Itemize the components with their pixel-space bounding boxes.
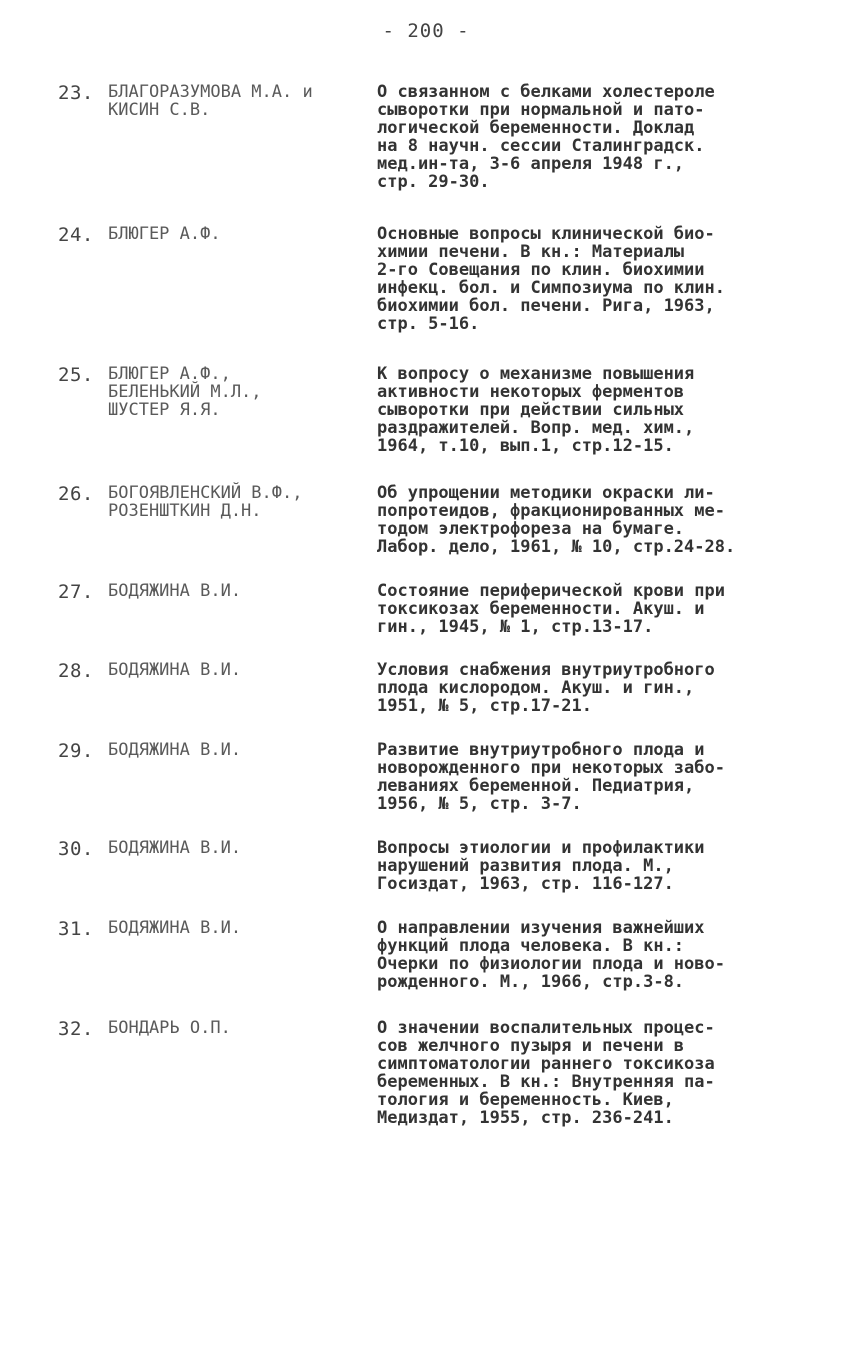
entry-number: 29.: [58, 740, 94, 762]
author-line: ШУСТЕР Я.Я.: [108, 400, 221, 420]
citation-line: попротеидов, фракционированных ме-: [377, 501, 725, 521]
citation-line: О направлении изучения важнейших: [377, 918, 705, 938]
citation-line: логической беременности. Доклад: [377, 118, 695, 138]
citation-line: рожденного. М., 1966, стр.3-8.: [377, 972, 685, 992]
entry-number: 27.: [58, 581, 94, 603]
entry-authors: [108, 661, 370, 679]
entry-citation: [377, 83, 807, 191]
citation-line: беременных. В кн.: Внутренняя па-: [377, 1072, 715, 1092]
citation-line: О связанном с белками холестероле: [377, 82, 715, 102]
citation-line: симптоматологии раннего токсикоза: [377, 1054, 715, 1074]
citation-line: раздражителей. Вопр. мед. хим.,: [377, 418, 695, 438]
citation-line: стр. 5-16.: [377, 314, 480, 334]
entry-authors: [108, 582, 370, 600]
citation-line: К вопросу о механизме повышения: [377, 364, 695, 384]
citation-line: гин., 1945, № 1, стр.13-17.: [377, 617, 654, 637]
citation-line: биохимии бол. печени. Рига, 1963,: [377, 296, 715, 316]
author-line: БОДЯЖИНА В.И.: [108, 581, 242, 601]
citation-line: мед.ин-та, 3-6 апреля 1948 г.,: [377, 154, 685, 174]
citation-line: Медиздат, 1955, стр. 236-241.: [377, 1108, 674, 1128]
author-line: БОНДАРЬ О.П.: [108, 1018, 231, 1038]
citation-line: Состояние периферической крови при: [377, 581, 725, 601]
citation-line: 1964, т.10, вып.1, стр.12-15.: [377, 436, 674, 456]
citation-line: Условия снабжения внутриутробного: [377, 660, 715, 680]
entry-citation: [377, 582, 807, 636]
citation-line: О значении воспалительных процес-: [377, 1018, 715, 1038]
page-number: - 200 -: [382, 20, 470, 42]
citation-line: Очерки по физиологии плода и ново-: [377, 954, 725, 974]
entry-number: 24.: [58, 224, 94, 246]
author-line: БЛЮГЕР А.Ф.: [108, 224, 221, 244]
citation-line: токсикозах беременности. Акуш. и: [377, 599, 705, 619]
citation-line: тодом электрофореза на бумаге.: [377, 519, 685, 539]
citation-line: сов желчного пузыря и печени в: [377, 1036, 685, 1056]
entry-citation: [377, 225, 807, 333]
author-line: БОДЯЖИНА В.И.: [108, 740, 242, 760]
author-line: БОДЯЖИНА В.И.: [108, 838, 242, 858]
citation-line: сыворотки при действии сильных: [377, 400, 685, 420]
citation-line: на 8 научн. сессии Сталинградск.: [377, 136, 705, 156]
citation-line: леваниях беременной. Педиатрия,: [377, 776, 695, 796]
author-line: БОДЯЖИНА В.И.: [108, 918, 242, 938]
entry-number: 32.: [58, 1018, 94, 1040]
entry-authors: [108, 1019, 370, 1037]
entry-citation: [377, 741, 807, 813]
citation-line: функций плода человека. В кн.:: [377, 936, 685, 956]
entry-citation: [377, 919, 807, 991]
citation-line: Об упрощении методики окраски ли-: [377, 483, 715, 503]
citation-line: нарушений развития плода. М.,: [377, 856, 674, 876]
citation-line: 1951, № 5, стр.17-21.: [377, 696, 592, 716]
citation-line: Развитие внутриутробного плода и: [377, 740, 705, 760]
entry-number: 30.: [58, 838, 94, 860]
author-line: КИСИН С.В.: [108, 100, 211, 120]
entry-citation: [377, 1019, 807, 1127]
author-line: БЛАГОРАЗУМОВА М.А. и: [108, 82, 313, 102]
citation-line: тология и беременность. Киев,: [377, 1090, 674, 1110]
citation-line: Вопросы этиологии и профилактики: [377, 838, 705, 858]
citation-line: инфекц. бол. и Симпозиума по клин.: [377, 278, 725, 298]
citation-line: 2-го Совещания по клин. биохимии: [377, 260, 705, 280]
author-line: БОГОЯВЛЕНСКИЙ В.Ф.,: [108, 483, 303, 503]
entry-authors: [108, 225, 370, 243]
entry-authors: [108, 484, 370, 520]
entry-authors: [108, 741, 370, 759]
entry-authors: [108, 83, 370, 119]
entry-number: 23.: [58, 82, 94, 104]
citation-line: новорожденного при некоторых забо-: [377, 758, 725, 778]
entry-citation: [377, 484, 807, 556]
entry-citation: [377, 365, 807, 455]
entry-authors: [108, 839, 370, 857]
citation-line: Лабор. дело, 1961, № 10, стр.24-28.: [377, 537, 736, 557]
entry-number: 31.: [58, 918, 94, 940]
citation-line: Госиздат, 1963, стр. 116-127.: [377, 874, 674, 894]
citation-line: химии печени. В кн.: Материалы: [377, 242, 685, 262]
author-line: БЛЮГЕР А.Ф.,: [108, 364, 231, 384]
citation-line: активности некоторых ферментов: [377, 382, 685, 402]
author-line: РОЗЕНШТКИН Д.Н.: [108, 501, 262, 521]
entry-number: 25.: [58, 364, 94, 386]
author-line: БЕЛЕНЬКИЙ М.Л.,: [108, 382, 262, 402]
entry-number: 28.: [58, 660, 94, 682]
citation-line: стр. 29-30.: [377, 172, 490, 192]
author-line: БОДЯЖИНА В.И.: [108, 660, 242, 680]
entry-authors: [108, 919, 370, 937]
citation-line: Основные вопросы клинической био-: [377, 224, 715, 244]
entry-citation: [377, 661, 807, 715]
citation-line: плода кислородом. Акуш. и гин.,: [377, 678, 695, 698]
entry-citation: [377, 839, 807, 893]
entry-number: 26.: [58, 483, 94, 505]
citation-line: 1956, № 5, стр. 3-7.: [377, 794, 582, 814]
entry-authors: [108, 365, 370, 419]
citation-line: сыворотки при нормальной и пато-: [377, 100, 705, 120]
